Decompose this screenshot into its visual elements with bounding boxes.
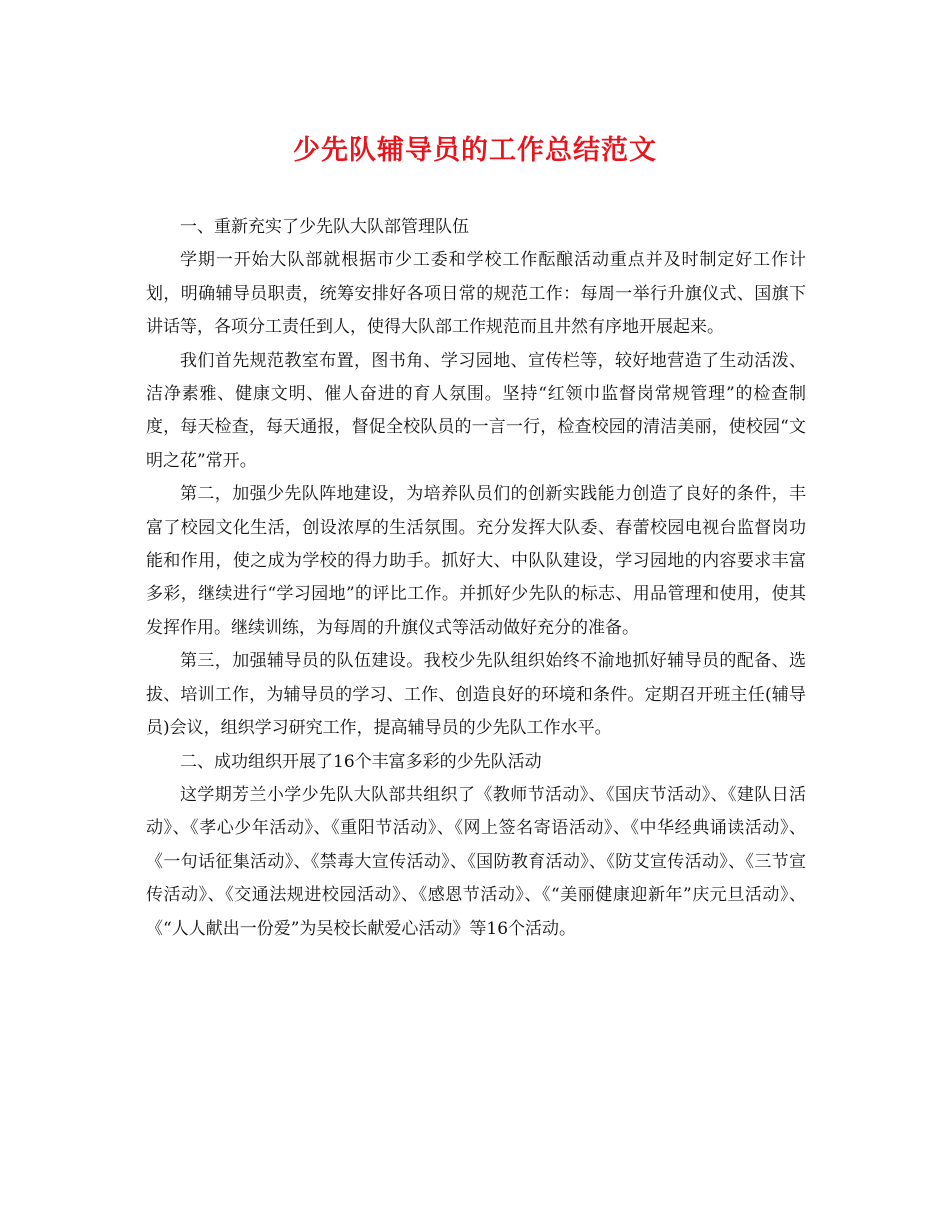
document-title: 少先队辅导员的工作总结范文 [293,135,657,166]
paragraph: 第二，加强少先队阵地建设，为培养队员们的创新实践能力创造了良好的条件，丰富了校园文化生活，创设浓厚的生活氛围。充分发挥大队委、春蕾校园电视台监督岗功能和作用，使之成为学校的得力助手。抓好大、中队队建设，学习园地的内容要求丰富多彩，继续进行“学习园地”的评比工作。并抓好少先队的标志、用品管理和使用，使其发挥作用。继续训练，为每周的升旗仪式等活动做好充分的准备。 [146,484,806,638]
paragraph-section-two-heading: 二、成功组织开展了16个丰富多彩的少先队活动 [180,751,542,772]
document-body [146,211,806,946]
paragraph: 学期一开始大队部就根据市少工委和学校工作酝酿活动重点并及时制定好工作计划，明确辅导员职责，统筹安排好各项日常的规范工作：每周一举行升旗仪式、国旗下讲话等，各项分工责任到人，使得大队部工作规范而且井然有序地开展起来。 [146,250,806,338]
paragraph-section-one-heading: 一、重新充实了少先队大队部管理队伍 [180,217,469,237]
paragraph: 这学期芳兰小学少先队大队部共组织了《教师节活动》、《国庆节活动》、《建队日活动》、《孝心少年活动》、《重阳节活动》、《网上签名寄语活动》、《中华经典诵读活动》、《一句话征集活动》、《禁毒大宣传活动》、《国防教育活动》、《防艾宣传活动》、《三节宣传活动》、《交通法规进校园活动》、《感恩节活动》、《“美丽健康迎新年”庆元旦活动》、《“人人献出一份爱”为吴校长献爱心活动》等16个活动。 [146,784,806,939]
paragraph: 我们首先规范教室布置，图书角、学习园地、宣传栏等，较好地营造了生动活泼、洁净素雅、健康文明、催人奋进的育人氛围。坚持“红领巾监督岗常规管理”的检查制度，每天检查，每天通报，督促全校队员的一言一行，检查校园的清洁美丽，使校园“文明之花”常开。 [146,350,806,471]
paragraph: 第三，加强辅导员的队伍建设。我校少先队组织始终不渝地抓好辅导员的配备、选拔、培训工作，为辅导员的学习、工作、创造良好的环境和条件。定期召开班主任(辅导员)会议，组织学习研究工作，提高辅导员的少先队工作水平。 [146,651,806,739]
